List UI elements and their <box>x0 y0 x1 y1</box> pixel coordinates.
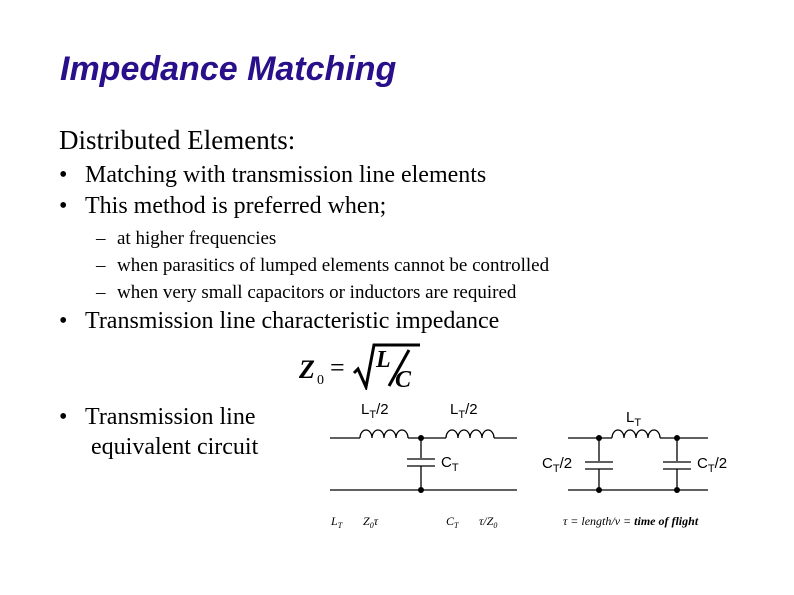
ct-relation-value: $\tau/Z_0$ <box>479 514 498 530</box>
inductor-1-label: $L_T/2$ <box>361 401 389 421</box>
bullet-text: Transmission line characteristic impedance <box>85 308 500 334</box>
inductor-label: $L_T$ <box>626 409 642 429</box>
bullet-text: Matching with transmission line elements <box>85 162 487 188</box>
tau-definition: τ = length/v = time of flight <box>563 514 699 528</box>
capacitor-2-label: $C_T/2$ <box>697 455 728 475</box>
node <box>418 487 424 493</box>
lt-relation-value: $Z_0\tau$ <box>363 514 378 530</box>
ct-relation-label: $C_T$ <box>446 514 459 530</box>
numerator-l: L <box>376 347 391 373</box>
bullet-2 <box>59 193 386 220</box>
node <box>674 487 680 493</box>
inductor-2 <box>446 430 494 438</box>
circuit-1 <box>330 395 530 500</box>
inductor-2-label: $L_T/2$ <box>450 401 478 421</box>
node <box>418 435 424 441</box>
sub-bullet-text: when parasitics of lumped elements cannot be controlled <box>117 255 550 276</box>
bullet-4-continuation: equivalent circuit <box>91 434 259 460</box>
footer-relations <box>325 510 745 534</box>
bullet-text: This method is preferred when; <box>85 193 387 219</box>
bullet-dot: • <box>59 308 68 334</box>
sub-bullet-2 <box>96 255 549 277</box>
node <box>596 435 602 441</box>
bullet-dot: • <box>59 162 68 188</box>
section-heading: Distributed Elements: <box>59 125 296 155</box>
bullet-3 <box>59 308 499 335</box>
sub-bullet-text: at higher frequencies <box>117 228 277 249</box>
dash-marker: – <box>96 255 106 276</box>
denominator-c: C <box>395 367 412 390</box>
page-title: Impedance Matching <box>60 50 397 88</box>
bullet-text: Transmission line <box>85 404 256 430</box>
inductor-1 <box>360 430 408 438</box>
dash-marker: – <box>96 282 106 303</box>
bullet-1 <box>59 162 486 189</box>
bullet-dot: • <box>59 404 68 430</box>
z-symbol: Z <box>299 355 315 384</box>
equals-sign: = <box>330 353 345 382</box>
capacitor-label: $C_T$ <box>441 454 459 474</box>
z-subscript: 0 <box>317 373 324 388</box>
bullet-dot: • <box>59 193 68 219</box>
sub-bullet-3 <box>96 282 516 304</box>
circuit-2 <box>540 405 750 500</box>
node <box>674 435 680 441</box>
lt-relation-label: $L_T$ <box>331 514 343 530</box>
dash-marker: – <box>96 228 106 249</box>
sub-bullet-text: when very small capacitors or inductors are required <box>117 282 517 303</box>
bullet-4 <box>59 404 255 431</box>
capacitor-1-label: $C_T/2$ <box>542 455 573 475</box>
impedance-equation <box>296 340 426 390</box>
inductor <box>612 430 660 438</box>
sub-bullet-1 <box>96 228 276 250</box>
node <box>596 487 602 493</box>
